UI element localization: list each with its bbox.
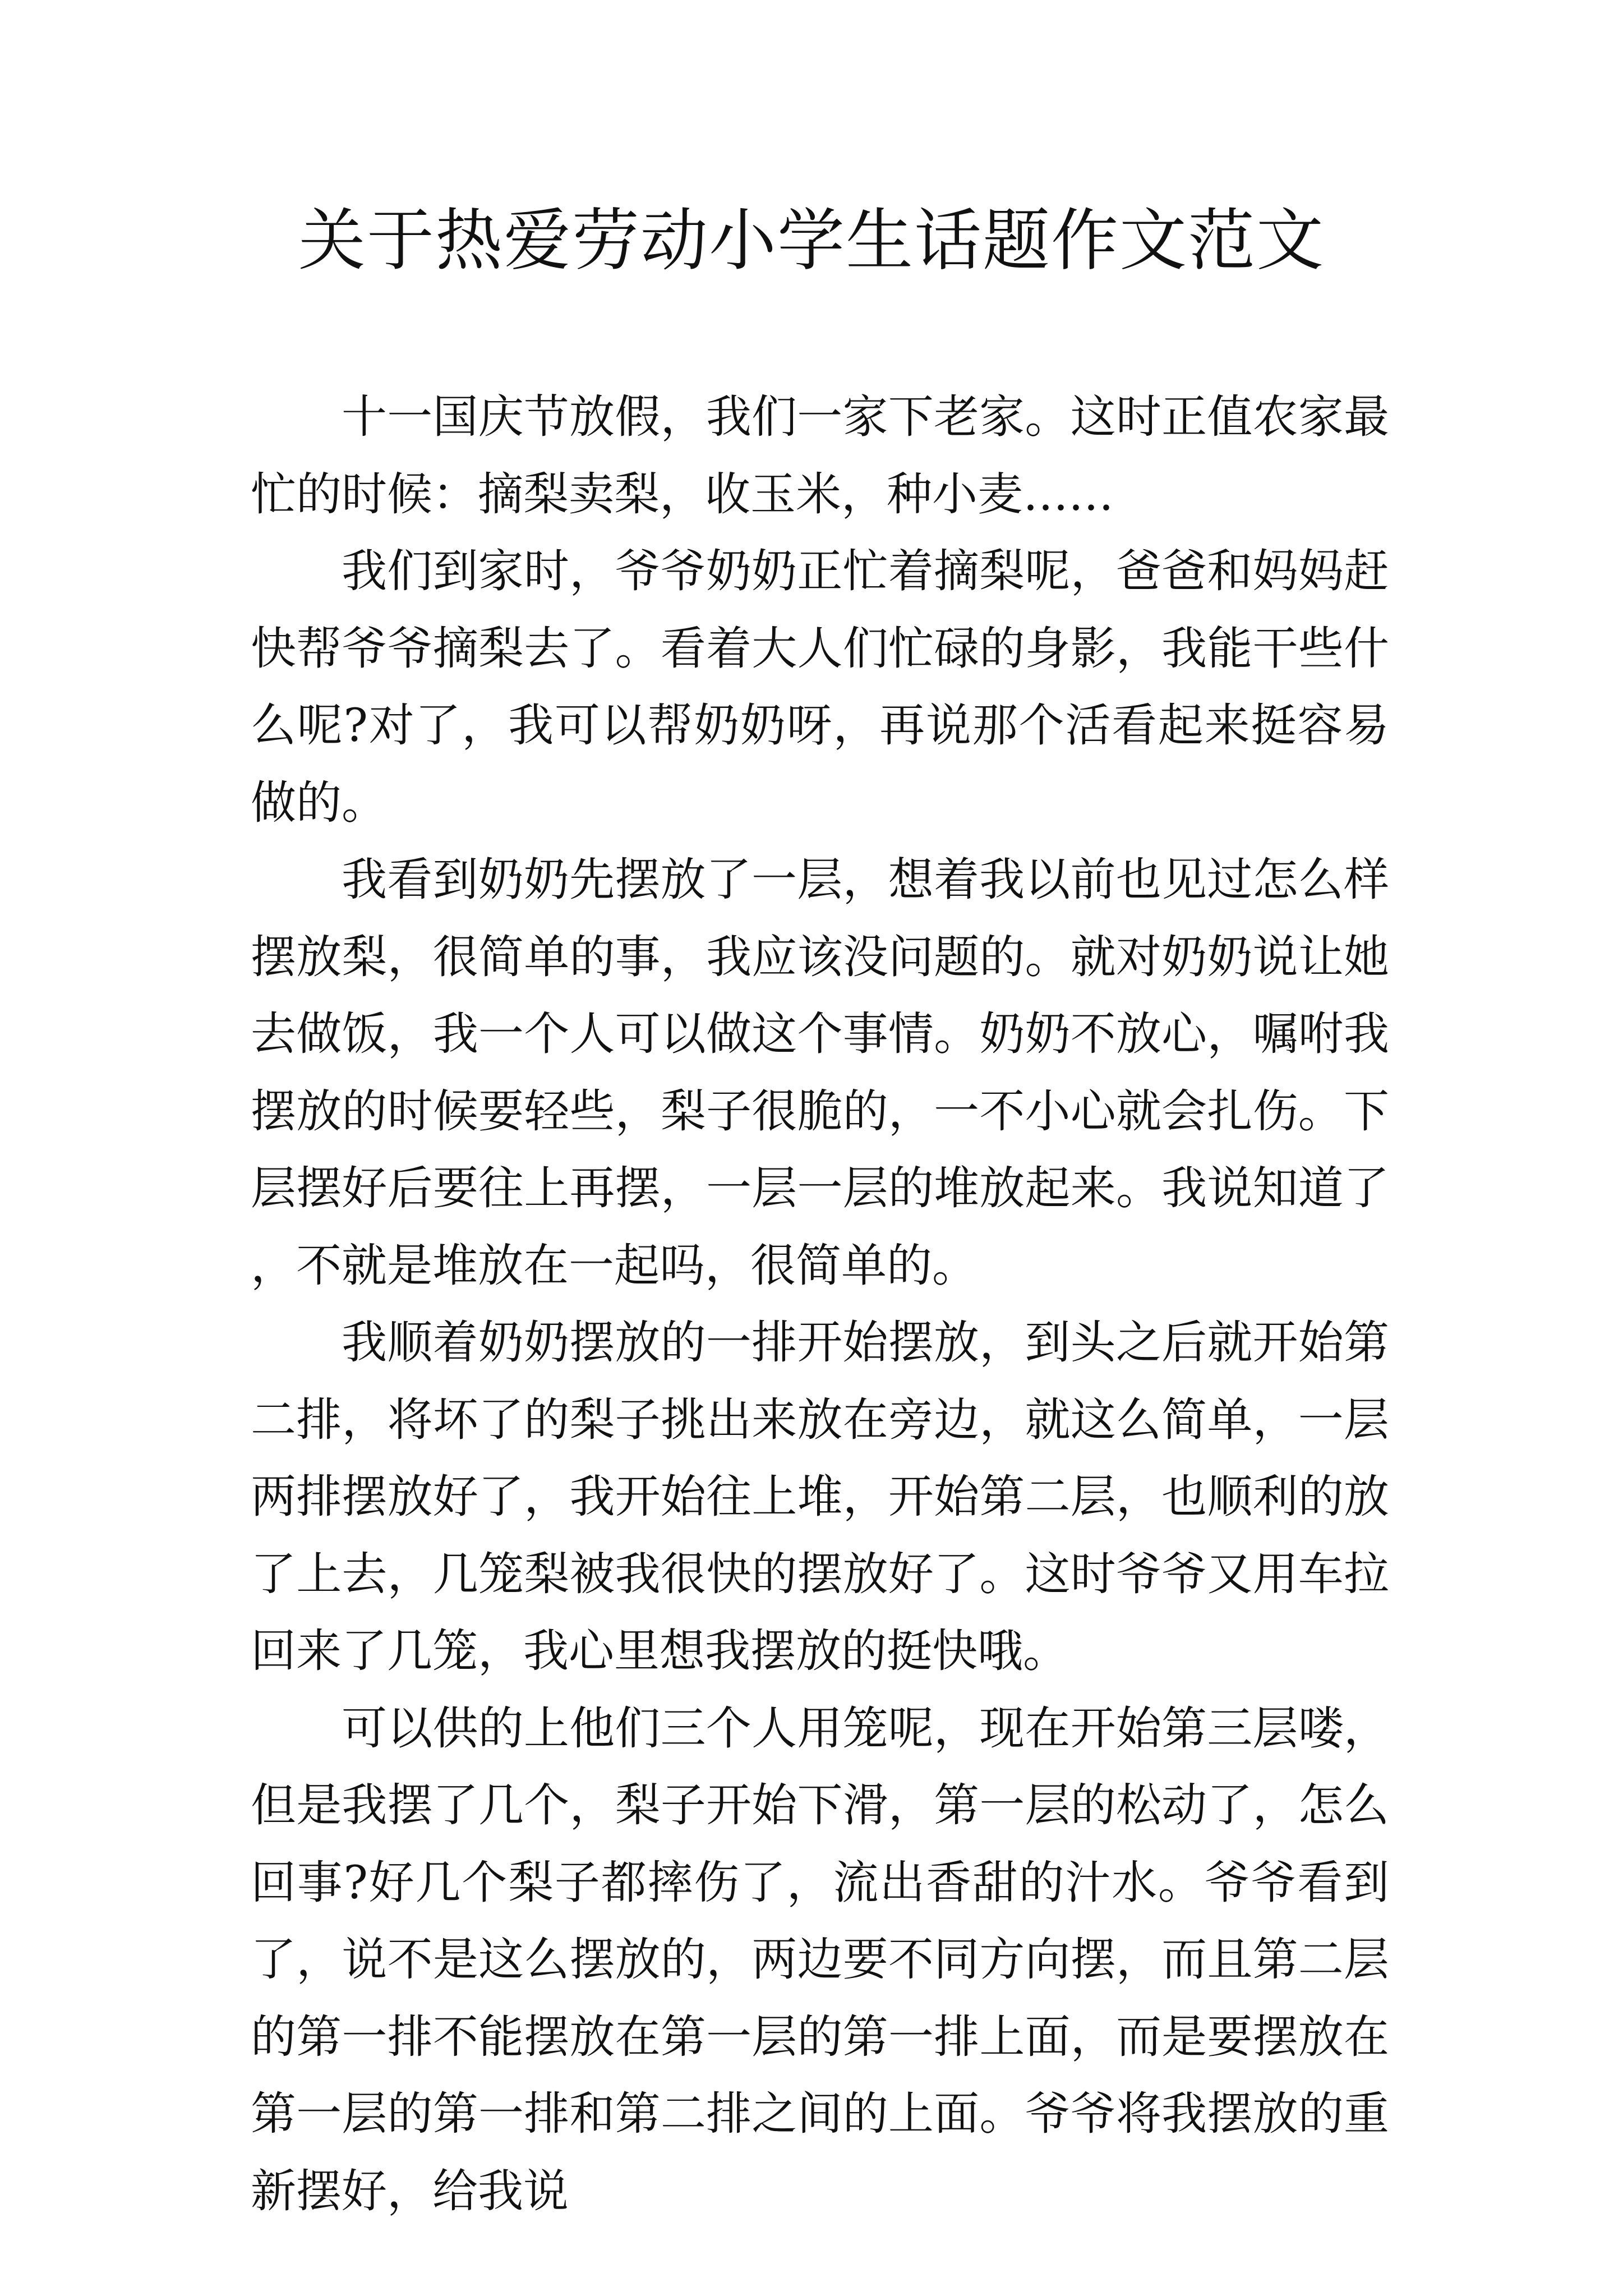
paragraph-1: 十一国庆节放假，我们一家下老家。这时正值农家最忙的时候：摘梨卖梨，收玉米，种小麦…… xyxy=(251,391,1389,521)
document-title: 关于热爱劳动小学生话题作文范文 xyxy=(298,202,1325,280)
paragraph-2: 我们到家时，爷爷奶奶正忙着摘梨呢，爸爸和妈妈赶快帮爷爷摘梨去了。看着大人们忙碌的身影，我能干些什么呢?对了，我可以帮奶奶呀，再说那个活看起来挺容易做的。 xyxy=(251,545,1389,830)
paragraph-3: 我看到奶奶先摆放了一层，想着我以前也见过怎么样摆放梨，很简单的事，我应该没问题的。就对奶奶说让她去做饭，我一个人可以做这个事情。奶奶不放心，嘱咐我摆放的时候要轻些，梨子很脆的，一不小心就会扎伤。下层摆好后要往上再摆，一层一层的堆放起来。我说知道了，不就是堆放在一起吗，很简单的。 xyxy=(251,854,1389,1292)
document-body xyxy=(251,379,1389,2230)
paragraph-5: 可以供的上他们三个人用笼呢，现在开始第三层喽，但是我摆了几个，梨子开始下滑，第一层的松动了，怎么回事?好几个梨子都摔伤了，流出香甜的汁水。爷爷看到了，说不是这么摆放的，两边要不同方向摆，而且第二层的第一排不能摆放在第一层的第一排上面，而是要摆放在第一层的第一排和第二排之间的上面。爷爷将我摆放的重新摆好，给我说 xyxy=(251,1702,1389,2218)
paragraph-4: 我顺着奶奶摆放的一排开始摆放，到头之后就开始第二排，将坏了的梨子挑出来放在旁边，就这么简单，一层两排摆放好了，我开始往上堆，开始第二层，也顺利的放了上去，几笼梨被我很快的摆放好了。这时爷爷又用车拉回来了几笼，我心里想我摆放的挺快哦。 xyxy=(251,1317,1389,1678)
